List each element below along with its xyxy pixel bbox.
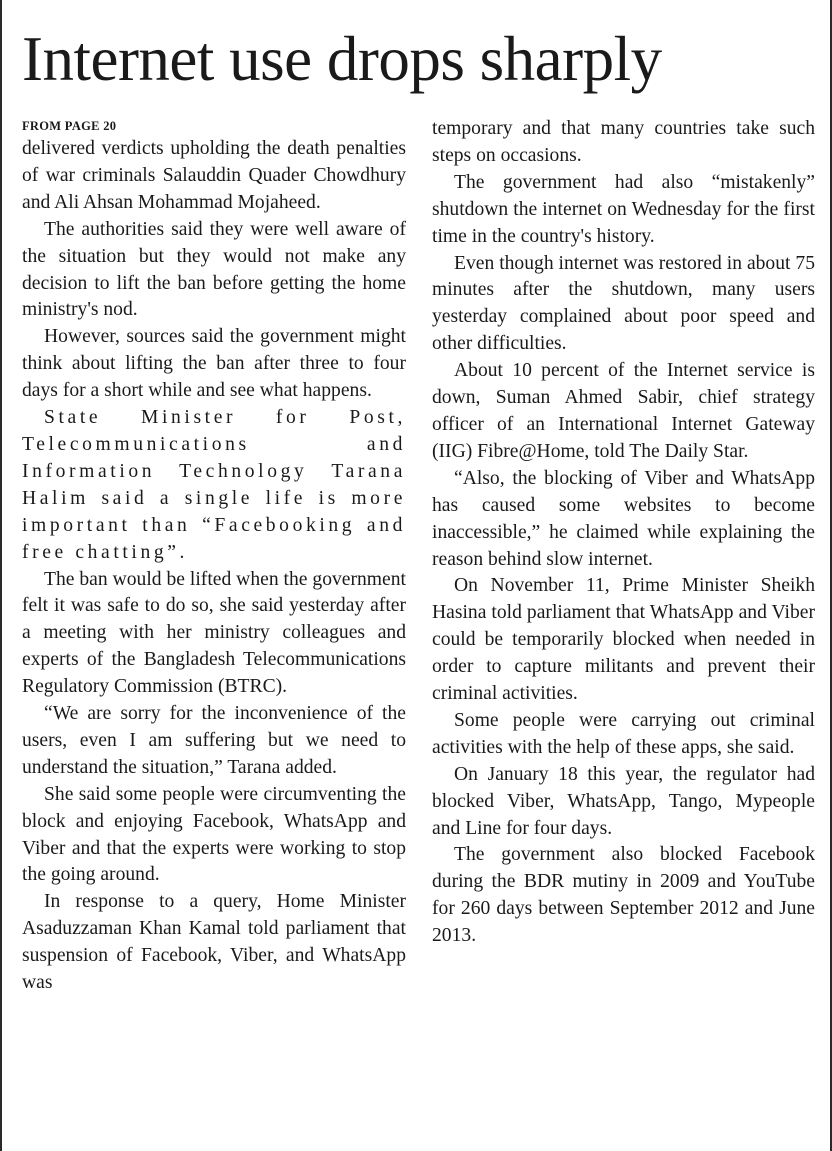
paragraph: The government had also “mistakenly” shutdown the internet on Wednesday for the first time in the country's history. — [432, 171, 815, 247]
paragraph: The ban would be lifted when the government felt it was safe to do so, she said yesterday after a meeting with her ministry colleagues and experts of the Bangladesh Telecommunications Regulatory Commission (BTRC). — [22, 568, 406, 698]
paragraph: In response to a query, Home Minister Asaduzzaman Khan Kamal told parliament that suspension of Facebook, Viber, and WhatsApp was — [22, 891, 406, 994]
paragraph: State Minister for Post, Telecommunications and Information Technology Tarana Halim said a single life is more important than “Facebooking and free chatting”. — [22, 407, 406, 563]
paragraph: delivered verdicts upholding the death penalties of war criminals Salauddin Quader Chowdhury and Ali Ahsan Mohammad Mojaheed. — [22, 138, 406, 213]
from-page-kicker: FROM PAGE 20 — [22, 119, 117, 133]
paragraph: She said some people were circumventing the block and enjoying Facebook, WhatsApp and Viber and that the experts were working to stop the going around. — [22, 783, 406, 886]
paragraph: About 10 percent of the Internet service is down, Suman Ahmed Sabir, chief strategy officer of an International Internet Gateway (IIG) Fibre@Home, told The Daily Star. — [432, 360, 815, 462]
paragraph: However, sources said the government might think about lifting the ban after three to four days for a short while and see what happens. — [22, 326, 406, 402]
paragraph: “We are sorry for the inconvenience of the users, even I am suffering but we need to understand the situation,” Tarana added. — [22, 703, 406, 778]
paragraph: On November 11, Prime Minister Sheikh Hasina told parliament that WhatsApp and Viber could be temporarily blocked when needed in order to capture militants and prevent their criminal activities. — [432, 575, 815, 705]
paragraph: The government also blocked Facebook during the BDR mutiny in 2009 and YouTube for 260 days between September 2012 and June 2013. — [432, 844, 815, 947]
paragraph: Some people were carrying out criminal activities with the help of these apps, she said. — [432, 709, 815, 758]
left-column — [22, 116, 406, 997]
paragraph: Even though internet was restored in about 75 minutes after the shutdown, many users yesterday complained about poor speed and other difficulties. — [432, 252, 815, 355]
right-column — [432, 116, 815, 950]
paragraph: The authorities said they were well aware of the situation but they would not make any decision to lift the ban before getting the home ministry's nod. — [22, 218, 406, 321]
paragraph: temporary and that many countries take such steps on occasions. — [432, 118, 815, 166]
headline: Internet use drops sharply — [22, 24, 662, 94]
paragraph: “Also, the blocking of Viber and WhatsApp has caused some websites to become inaccessible,” he claimed while explaining the reason behind slow internet. — [432, 467, 815, 570]
paragraph: On January 18 this year, the regulator had blocked Viber, WhatsApp, Tango, Mypeople and Line for four days. — [432, 763, 815, 839]
